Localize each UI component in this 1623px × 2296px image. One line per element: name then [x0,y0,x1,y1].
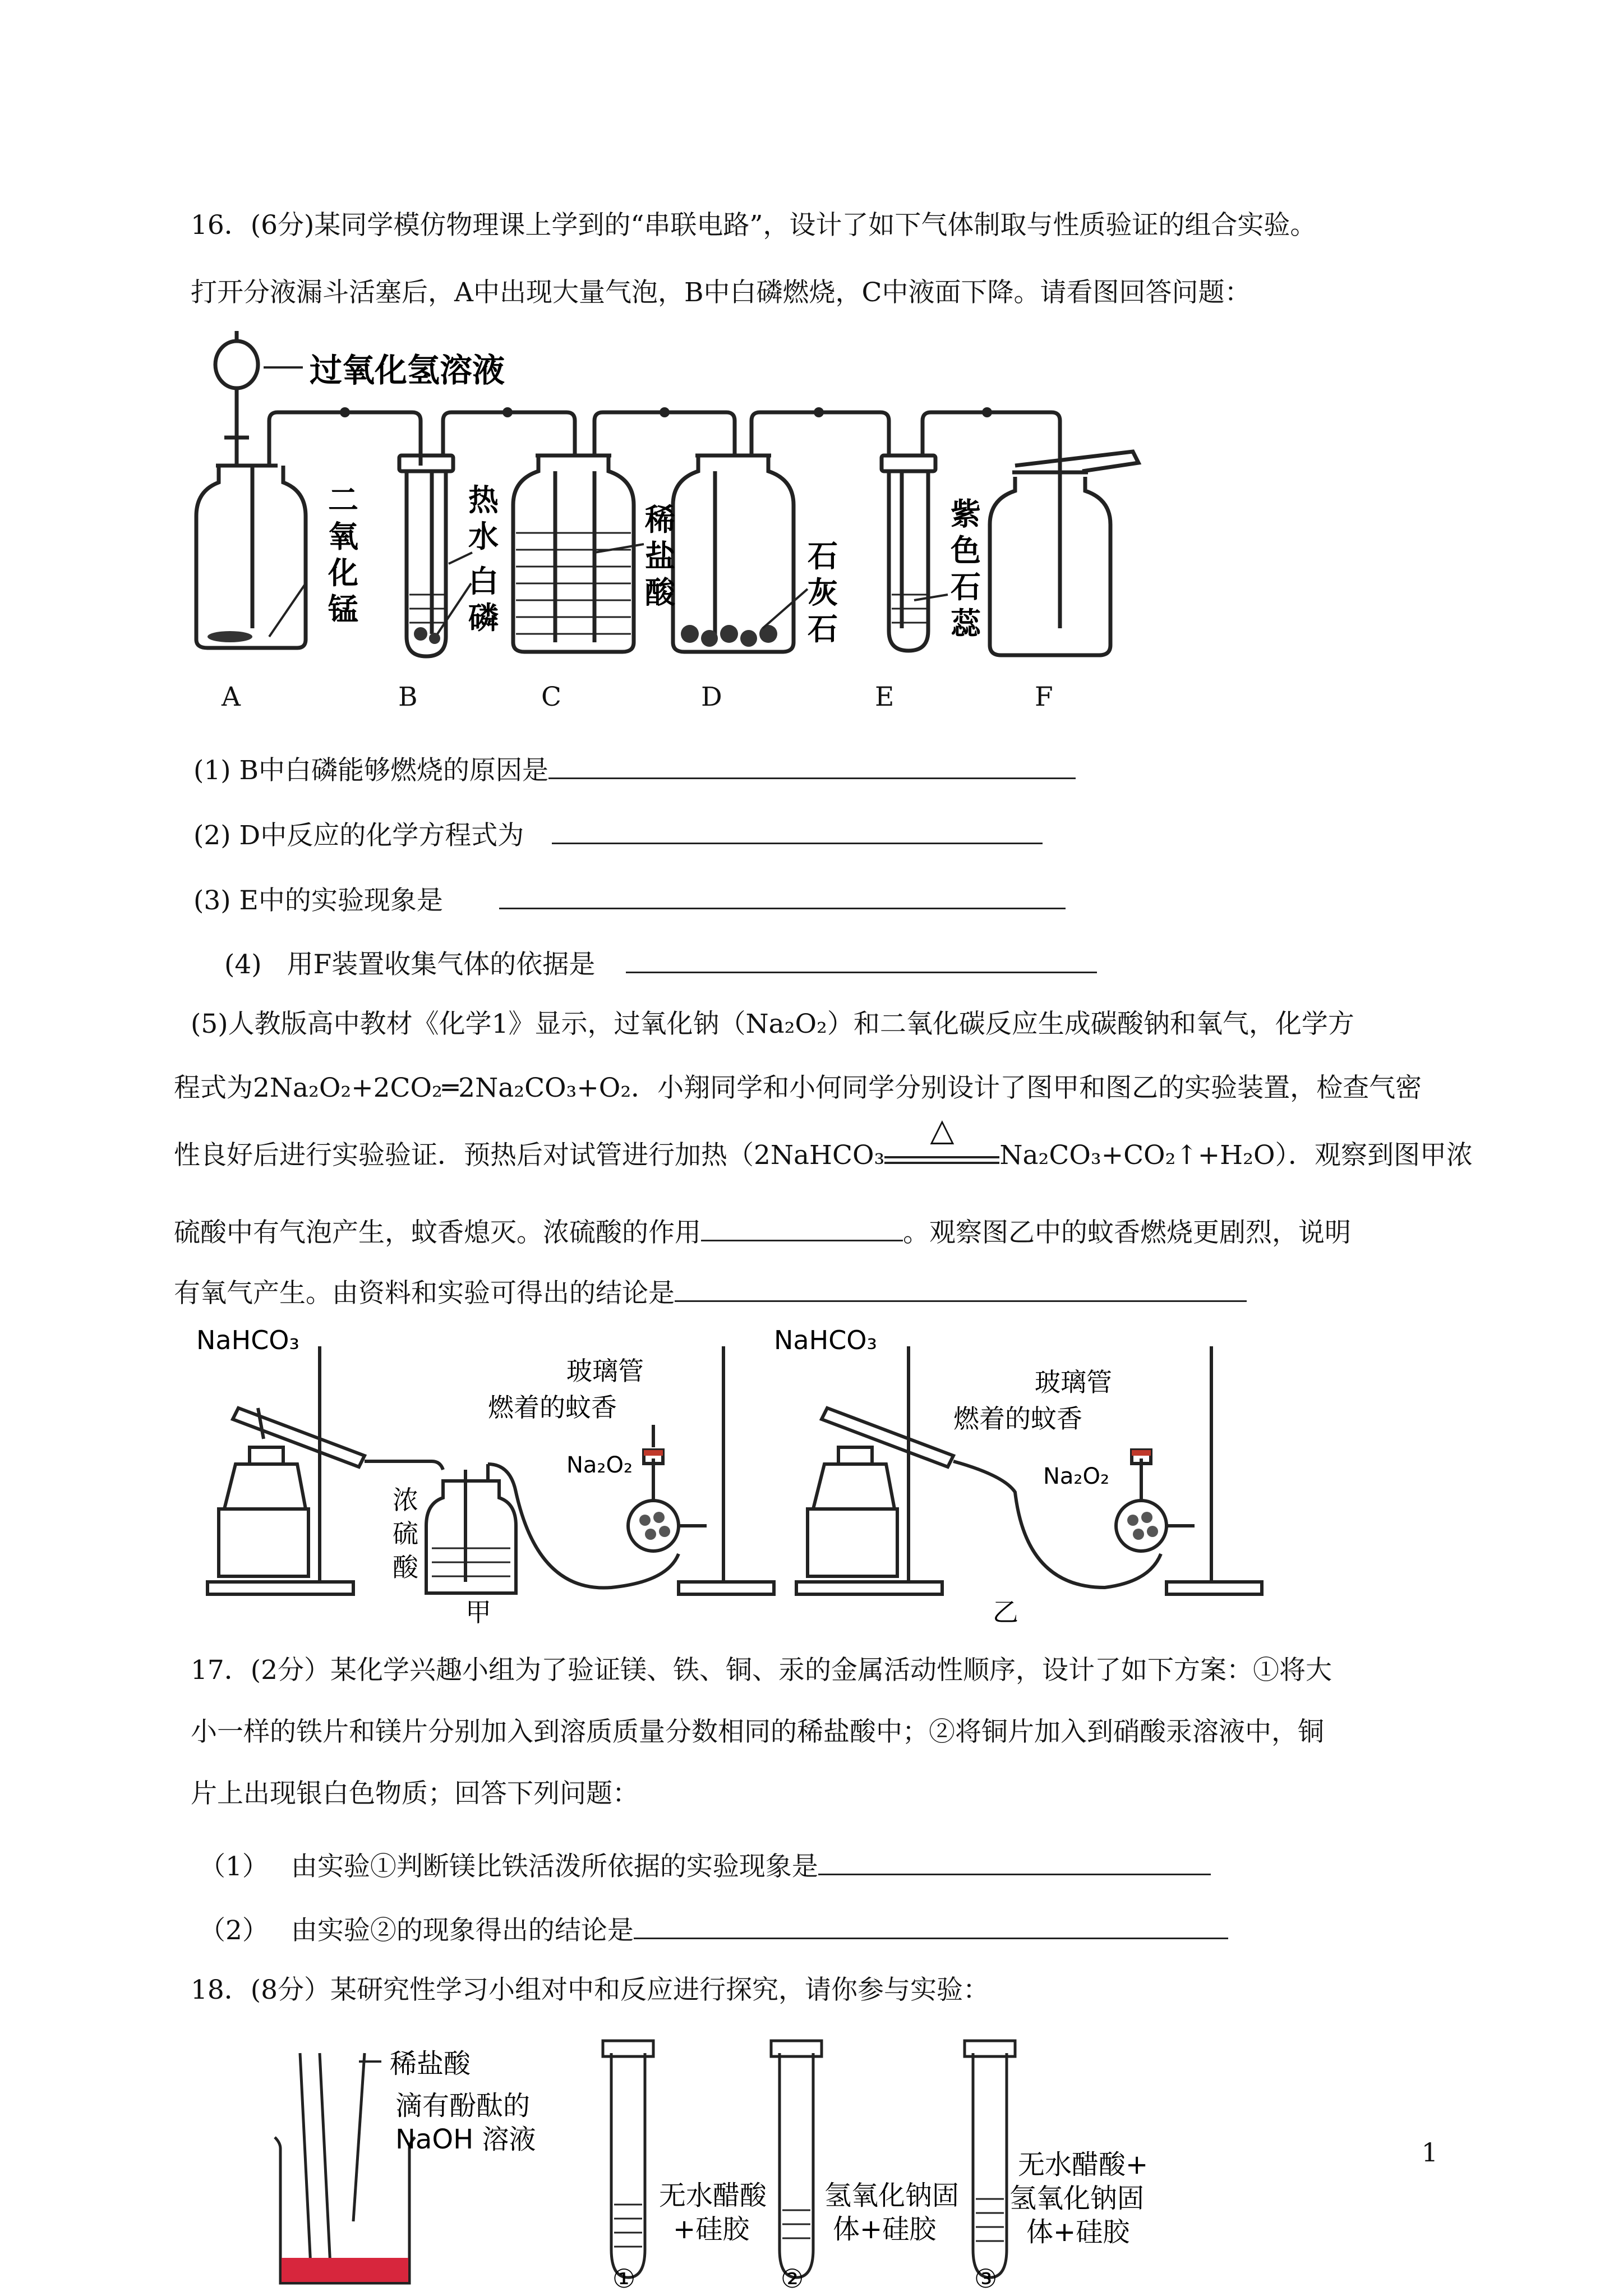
q16-sub2: (2) D中反应的化学方程式为 [193,820,524,851]
q16-sub1: (1) B中白磷能够燃烧的原因是 [193,755,549,786]
label-nahco3-jia: NaHCO₃ [196,1325,299,1355]
bottle-d [673,455,794,652]
equation-heat-arrow [884,1112,999,1164]
label-hydrogen-peroxide: 过氧化氢溶液 [310,351,505,389]
q16-p5-line4b: 。观察图乙中的蚊香燃烧更剧烈，说明 [903,1217,1351,1248]
q17-sub2: 由实验②的现象得出的结论是 [291,1915,634,1946]
label-dilute-hcl-3: 稀盐酸 [390,2048,471,2079]
answer-blank-3[interactable] [499,883,1066,909]
test-tube-e [889,471,928,651]
label-tube3-a: 无水醋酸+ [1018,2149,1149,2180]
page-number: 1 [1421,2137,1438,2168]
letter-c: C [541,682,561,712]
label-limestone: 石灰石 [808,539,838,647]
figure-jia-yi-apparatus [185,1324,1340,1627]
q16-line1: 16．(6分)某同学模仿物理课上学到的“串联电路”，设计了如下气体制取与性质验证的组合实验。 [191,210,1317,241]
q16-p5-line2: 程式为2Na₂O₂+2CO₂═2Na₂CO₃+O₂．小翔同学和小何同学分别设计了图甲和图乙的实验装置，检查气密 [174,1073,1422,1103]
test-tube-3 [973,2053,1007,2277]
label-tube1-b: +硅胶 [673,2214,750,2245]
label-tube-num-2: ② [781,2263,804,2294]
answer-blank-2[interactable] [552,818,1043,844]
q16-p5-line5: 有氧气产生。由资料和实验可得出的结论是 [174,1278,675,1309]
label-tube1-a: 无水醋酸 [659,2180,767,2211]
label-phenol-2: NaOH 溶液 [395,2124,536,2155]
label-hot-water: 热水 [468,482,499,554]
label-mosquito-jia: 燃着的蚊香 [488,1392,617,1423]
q17-sub1-num: （1） [199,1851,269,1882]
wood-block-jia [219,1509,308,1576]
label-tube2-b: 体+硅胶 [833,2214,937,2245]
label-glass-tube-yi: 玻璃管 [1035,1367,1112,1397]
q17-sub2-num: （2） [199,1915,269,1946]
q16-sub4-num: (4) [224,949,262,980]
q16-p5-line4a: 硫酸中有气泡产生，蚊香熄灭。浓硫酸的作用 [174,1217,701,1248]
label-tube2-a: 氢氧化钠固 [824,2180,960,2211]
q17-line3: 片上出现银白色物质；回答下列问题： [191,1778,639,1809]
label-mosquito-yi: 燃着的蚊香 [953,1404,1082,1434]
answer-blank-5[interactable] [701,1215,903,1241]
label-white-phosphorus: 白磷 [468,564,499,636]
label-glass-tube-jia: 玻璃管 [566,1356,644,1386]
figure-neutralization [269,2036,1178,2296]
test-tube-2 [780,2053,813,2277]
q16-p5-line3b: Na₂CO₃+CO₂↑+H₂O）．观察到图甲浓 [999,1140,1473,1171]
heat-delta-icon: △ [930,1112,955,1148]
test-tube-yi [822,1408,953,1467]
label-tube3-b: 氢氧化钠固 [1009,2183,1145,2214]
answer-blank-4[interactable] [626,947,1097,973]
wood-block-yi [808,1509,897,1576]
q17-line2: 小一样的铁片和镁片分别加入到溶质质量分数相同的稀盐酸中；②将铜片加入到硝酸汞溶液中，铜 [191,1717,1324,1747]
answer-blank-6[interactable] [675,1276,1247,1302]
drying-bulb-jia [628,1501,679,1551]
test-tube-1 [611,2053,645,2277]
label-conc-sulfuric: 浓硫酸 [393,1485,418,1582]
separatory-funnel-icon [215,341,258,388]
label-na2o2-jia: Na₂O₂ [566,1452,633,1478]
letter-f: F [1035,682,1053,712]
answer-blank-8[interactable] [634,1913,1228,1939]
test-tube-jia [233,1408,365,1467]
label-nahco3-yi: NaHCO₃ [774,1325,877,1355]
q17-sub1: 由实验①判断镁比铁活泼所依据的实验现象是 [291,1851,818,1882]
label-tube3-c: 体+硅胶 [1026,2216,1130,2248]
q18-line1: 18．(8分）某研究性学习小组对中和反应进行探究，请你参与实验： [191,1975,990,2005]
drying-bulb-yi [1116,1501,1166,1551]
q17-line1: 17．(2分）某化学兴趣小组为了验证镁、铁、铜、汞的金属活动性顺序，设计了如下方案：①将大 [191,1655,1332,1686]
answer-blank-7[interactable] [818,1849,1211,1875]
q16-sub3: (3) E中的实验现象是 [193,885,443,916]
red-solution [282,2258,408,2282]
label-litmus: 紫色石蕊 [951,496,981,641]
q16-p5-line1: (5)人教版高中教材《化学1》显示，过氧化钠（Na₂O₂）和二氧化碳反应生成碳酸钠和氧气，化学方 [191,1009,1354,1039]
q16-p5-line3a: 性良好后进行实验验证．预热后对试管进行加热（2NaHCO₃ [174,1140,885,1171]
letter-e: E [875,682,895,712]
q16-line2: 打开分液漏斗活塞后，A中出现大量气泡，B中白磷燃烧，C中液面下降。请看图回答问题： [191,277,1251,308]
label-jia: 甲 [465,1597,491,1627]
answer-blank-1[interactable] [548,753,1076,779]
letter-b: B [398,682,418,712]
label-yi: 乙 [993,1597,1018,1627]
label-dilute-hcl: 稀盐酸 [645,502,675,610]
label-tube-num-3: ③ [974,2263,998,2294]
figure-series-apparatus [185,331,1155,735]
label-na2o2-yi: Na₂O₂ [1043,1464,1109,1489]
bottle-c [513,455,634,652]
q16-sub4: 用F装置收集气体的依据是 [287,949,596,980]
label-tube-num-1: ① [612,2263,636,2294]
label-mno2: 二氧化锰 [328,482,358,627]
label-phenol-1: 滴有酚酞的 [395,2090,531,2122]
letter-a: A [222,682,241,712]
bottle-f [990,477,1110,655]
letter-d: D [701,682,722,712]
